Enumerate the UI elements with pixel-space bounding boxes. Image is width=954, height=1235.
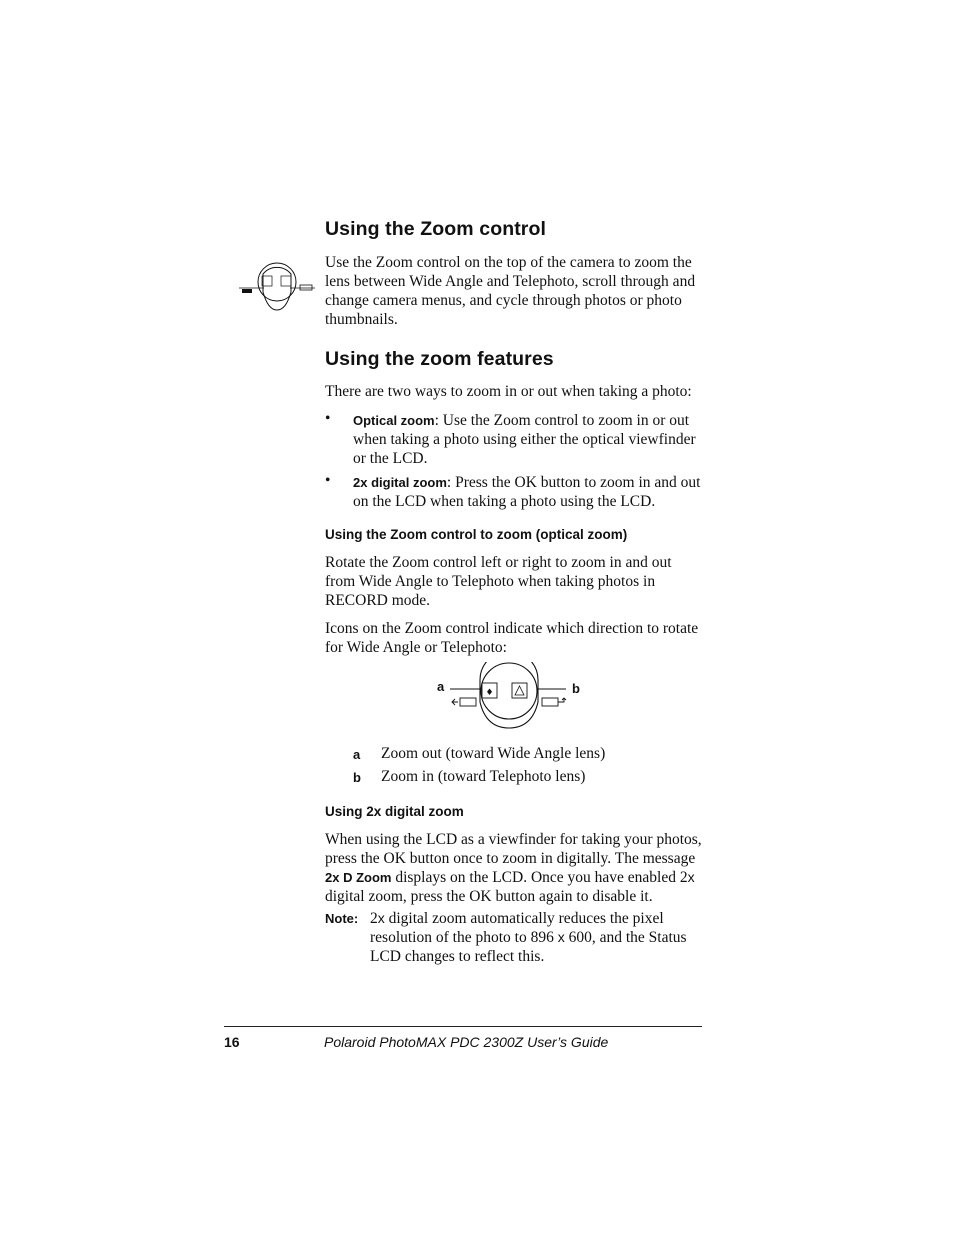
digital-zoom-text: : Press the OK button to zoom in and out on the LCD when taking a photo using the LCD. [353,474,701,510]
zoom-features-intro: There are two ways to zoom in or out when taking a photo: [325,383,692,400]
optical-zoom-term: Optical zoom [353,413,435,428]
guide-title: Polaroid PhotoMAX PDC 2300Z User’s Guide [324,1034,609,1050]
text-run: When using the LCD as a viewfinder for taking your photos, press the OK button once to zoom in digitally. The message [325,831,702,867]
digital-zoom-term: 2x digital zoom [353,475,447,490]
figure-label-a: a [437,679,445,694]
heading-zoom-features: Using the zoom features [325,348,554,370]
bullet-marker: • [325,410,331,427]
text-run: x [377,910,385,926]
note-text [370,909,702,966]
optical-zoom-text: : Use the Zoom control to zoom in or out when taking a photo using either the optical viewfinder or the LCD. [353,412,696,467]
digital-zoom-paragraph [325,830,703,906]
page-number: 16 [224,1034,240,1050]
zoom-control-description: Use the Zoom control on the top of the camera to zoom the lens between Wide Angle and Telephoto, scroll through and change camera menus, and cycle through photos or photo thumbnails. [325,254,696,328]
figure-label-b: b [572,681,580,696]
lcd-message-term: 2x D Zoom [325,870,392,885]
bullet-marker: • [325,472,331,489]
optical-zoom-para-1: Rotate the Zoom control left or right to zoom in and out from Wide Angle to Telephoto when taking photos in RECORD mode. [325,554,672,609]
legend-key-a: a [353,747,361,762]
svg-text:♦: ♦ [485,688,494,698]
text-run: digital zoom, press the OK button again to disable it. [325,888,653,905]
heading-zoom-control: Using the Zoom control [325,218,547,240]
bullet-digital-zoom [353,473,705,511]
text-run: 600, and the Status LCD changes to reflect this. [370,929,687,965]
text-run: x [557,929,565,945]
legend-text-b: Zoom in (toward Telephoto lens) [381,768,586,785]
footer-rule [224,1026,702,1027]
heading-optical-zoom: Using the Zoom control to zoom (optical zoom) [325,527,628,542]
text-run: displays on the LCD. Once you have enabled 2 [391,869,688,886]
note-label: Note: [325,911,359,926]
text-run: 2 [370,910,378,927]
text-run: x [687,869,695,885]
text-run: digital zoom automatically reduces the pixel resolution of the photo to 896 [370,910,664,946]
legend-key-b: b [353,770,361,785]
bullet-optical-zoom [353,411,705,468]
optical-zoom-para-2: Icons on the Zoom control indicate which direction to rotate for Wide Angle or Telephoto: [325,620,699,656]
zoom-control-diagram [446,662,572,730]
heading-digital-zoom: Using 2x digital zoom [325,804,464,819]
zoom-control-icon [234,260,320,312]
legend-text-a: Zoom out (toward Wide Angle lens) [381,745,606,762]
